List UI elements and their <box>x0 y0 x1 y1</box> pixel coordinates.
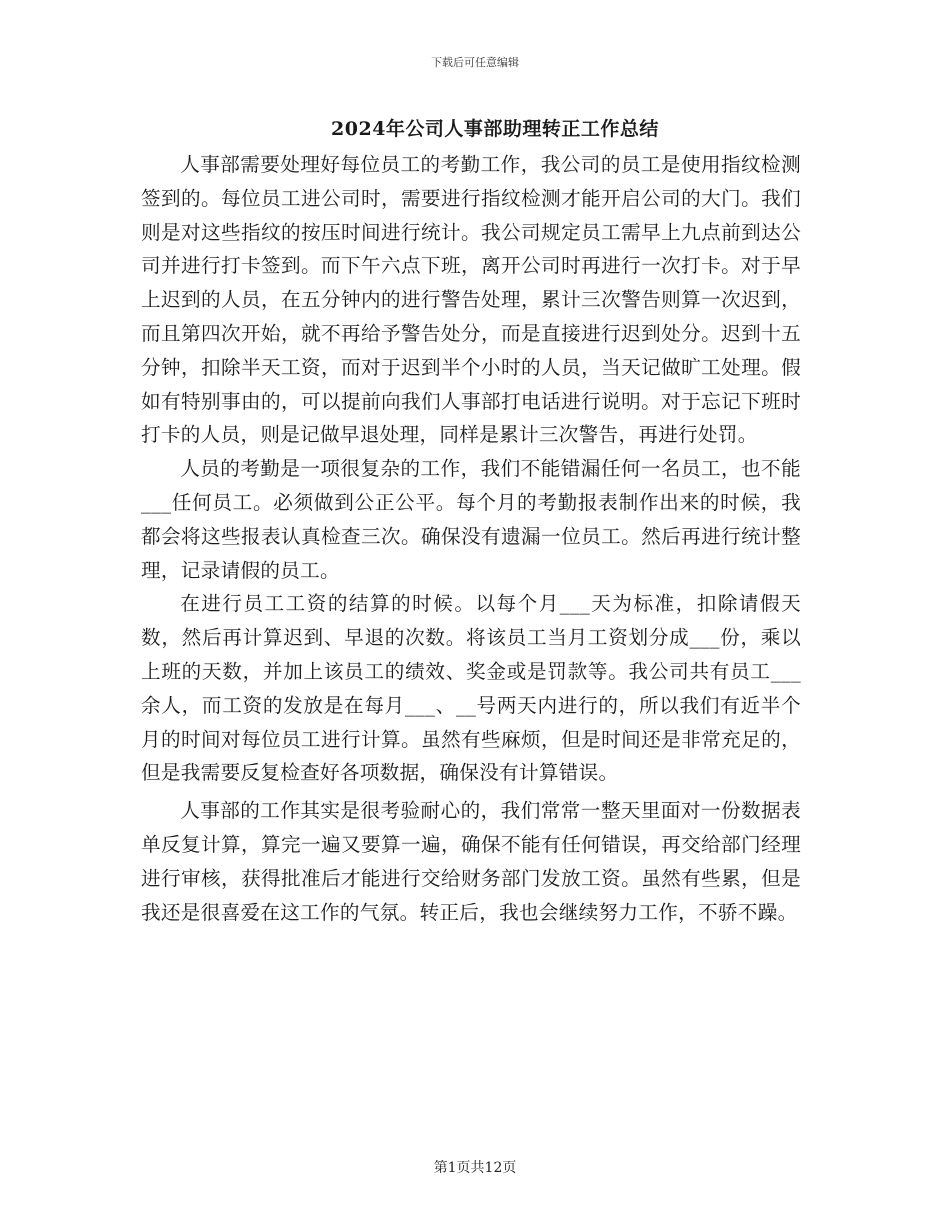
page-number: 第1页共12页 <box>433 1160 517 1176</box>
header-note: 下载后可任意编辑 <box>431 56 519 69</box>
paragraph-attendance: 人事部需要处理好每位员工的考勤工作，我公司的员工是使用指纹检测签到的。每位员工进公司时，需要进行指纹检测才能开启公司的大门。我们则是对这些指纹的按压时间进行统计。我公司规定员工需早上九点前到达公司并进行打卡签到。而下午六点下班，离开公司时再进行一次打卡。对于早上迟到的人员，在五分钟内的进行警告处理，累计三次警告则算一次迟到，而且第四次开始，就不再给予警告处分，而是直接进行迟到处分。迟到十五分钟，扣除半天工资，而对于迟到半个小时的人员，当天记做旷工处理。假如有特别事由的，可以提前向我们人事部打电话进行说明。对于忘记下班时打卡的人员，则是记做早退处理，同样是累计三次警告，再进行处罚。 <box>141 153 801 447</box>
paragraph-attendance-review: 人员的考勤是一项很复杂的工作，我们不能错漏任何一名员工，也不能___任何员工。必须做到公正公平。每个月的考勤报表制作出来的时候，我都会将这些报表认真检查三次。确保没有遗漏一位员工。然后再进行统计整理，记录请假的员工。 <box>141 457 801 582</box>
paragraph-salary: 在进行员工工资的结算的时候。以每个月___天为标准，扣除请假天数，然后再计算迟到、早退的次数。将该员工当月工资划分成___份，乘以上班的天数，并加上该员工的绩效、奖金或是罚款等。我公司共有员工___余人，而工资的发放是在每月___、__号两天内进行的，所以我们有近半个月的时间对每位员工进行计算。虽然有些麻烦，但是时间还是非常充足的，但是我需要反复检查好各项数据，确保没有计算错误。 <box>141 592 801 785</box>
document-title: 2024年公司人事部助理转正工作总结 <box>331 118 659 140</box>
paragraph-conclusion: 人事部的工作其实是很考验耐心的，我们常常一整天里面对一份数据表单反复计算，算完一遍又要算一遍，确保不能有任何错误，再交给部门经理进行审核，获得批准后才能进行交给财务部门发放工资。虽然有些累，但是我还是很喜爱在这工作的气氛。转正后，我也会继续努力工作，不骄不躁。 <box>141 799 801 924</box>
document-body <box>141 148 801 929</box>
